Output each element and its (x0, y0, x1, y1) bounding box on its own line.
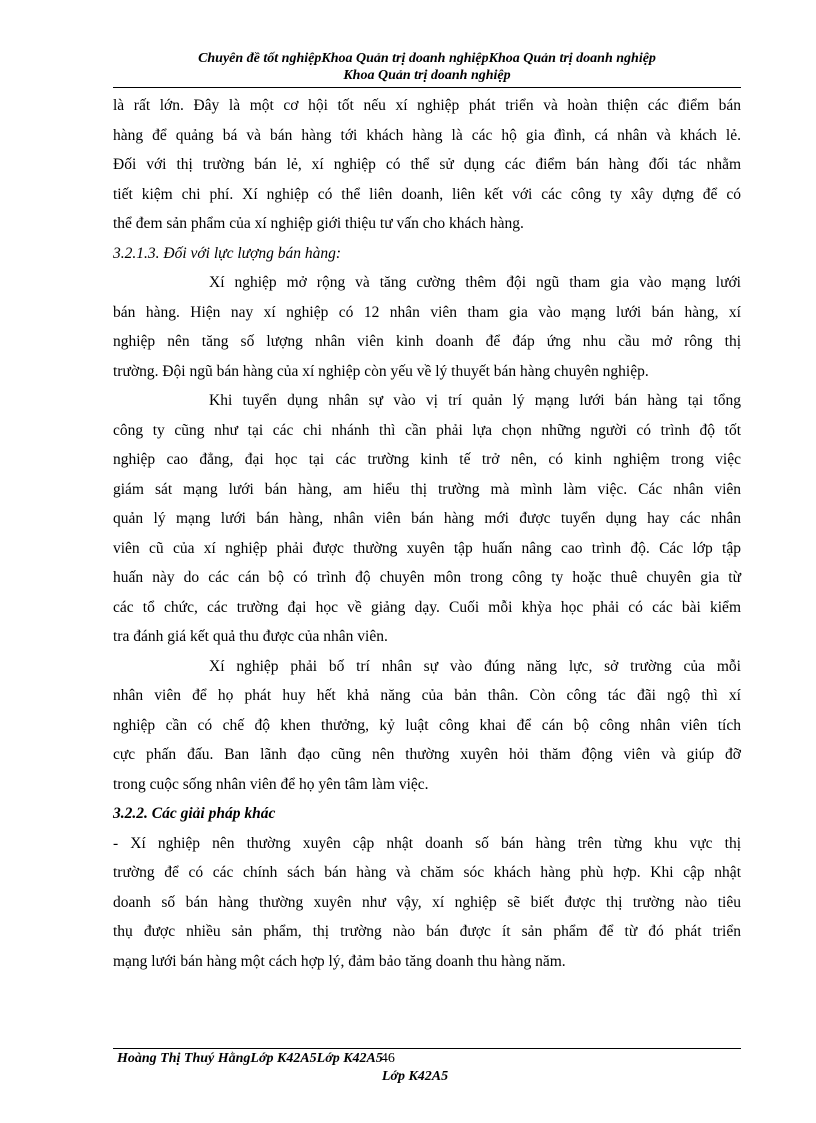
text-line: tiết kiệm chi phí. Xí nghiệp có thể liên doanh, liên kết với các công ty xây dựng để có (113, 185, 741, 203)
text-line: Đối với thị trường bán lẻ, xí nghiệp có thể sử dụng các điểm bán hàng đối tác nhằm (113, 156, 741, 173)
text-line: Khi tuyển dụng nhân sự vào vị trí quản lý mạng lưới bán hàng tại tổng (209, 392, 741, 409)
text-line: thể đem sản phẩm của xí nghiệp giới thiệu tư vấn cho khách hàng. (113, 215, 524, 232)
text-line: trường. Đội ngũ bán hàng của xí nghiệp còn yếu về lý thuyết bán hàng chuyên nghiệp. (113, 362, 649, 380)
header-line-2: Khoa Quản trị doanh nghiệp (343, 68, 511, 83)
text-line: công ty cũng như tại các chi nhánh thì cần phải lựa chọn những người có trình độ tốt (113, 421, 741, 439)
text-line: nghiệp nên tăng số lượng nhân viên kinh doanh để đáp ứng nhu cầu mở rông thị (113, 333, 741, 350)
text-line: - Xí nghiệp nên thường xuyên cập nhật doanh số bán hàng trên từng khu vực thị (113, 834, 741, 852)
text-line: nghiệp cao đẳng, đại học tại các trường kinh tế trở nên, có kinh nghiệm trong việc (113, 451, 741, 468)
page-header (113, 50, 741, 84)
text-line: Xí nghiệp mở rộng và tăng cường thêm đội ngũ tham gia vào mạng lưới (209, 274, 741, 291)
text-line: hàng để quảng bá và bán hàng tới khách hàng là các hộ gia đình, cá nhân và khách lẻ. (113, 126, 741, 144)
text-line: viên cũ của xí nghiệp phải được thường xuyên tập huấn nâng cao trình độ. Các lớp tập (113, 539, 741, 557)
text-line: bán hàng. Hiện nay xí nghiệp có 12 nhân viên tham gia vào mạng lưới bán hàng, xí (113, 303, 741, 321)
paragraph-5 (113, 829, 741, 977)
footer-divider (113, 1048, 741, 1049)
header-divider (113, 87, 741, 88)
header-line-1: Chuyên đề tốt nghiệpKhoa Quản trị doanh nghiệpKhoa Quản trị doanh nghiệp (198, 51, 656, 66)
page-number: 46 (380, 1051, 395, 1066)
text-line: cực phấn đấu. Ban lãnh đạo cũng nên thường xuyên hỏi thăm động viên và giúp đỡ (113, 746, 741, 763)
text-line: huấn này do các cán bộ có trình độ chuyên môn trong công ty hoặc thuê chuyên gia từ (113, 569, 741, 586)
footer-line-2: Lớp K42A5 (381, 1069, 449, 1084)
paragraph-2 (113, 268, 741, 386)
paragraph-4 (113, 652, 741, 800)
text-line: thụ được nhiều sản phẩm, thị trường nào bán được ít sản phẩm để từ đó phát triển (113, 923, 741, 940)
footer-line-1 (117, 1050, 395, 1067)
footer-author-class: Hoàng Thị Thuý HằngLớp K42A5Lớp K42A5 (117, 1051, 383, 1066)
text-line: các tổ chức, các trường đại học về giảng dạy. Cuối mỗi khỳa học phải có các bài kiểm (113, 598, 741, 616)
subsection-heading: 3.2.1.3. Đối với lực lượng bán hàng: (113, 244, 342, 262)
text-line: tra đánh giá kết quả thu được của nhân viên. (113, 628, 388, 645)
paragraph-1 (113, 91, 741, 239)
text-line: nhân viên để họ phát huy hết khả năng của bản thân. Còn công tác đãi ngộ thì xí (113, 687, 741, 704)
document-body (113, 91, 741, 976)
text-line: trường để có các chính sách bán hàng và chăm sóc khách hàng phù hợp. Khi cập nhật (113, 864, 741, 881)
text-line: Xí nghiệp phải bố trí nhân sự vào đúng năng lực, sở trường của mỗi (209, 657, 741, 675)
text-line: mạng lưới bán hàng một cách hợp lý, đảm bảo tăng doanh thu hàng năm. (113, 952, 566, 970)
section-heading: 3.2.2. Các giải pháp khác (113, 805, 276, 822)
text-line: là rất lớn. Đây là một cơ hội tốt nếu xí nghiệp phát triển và hoàn thiện các điểm bán (113, 97, 741, 114)
text-line: quản lý mạng lưới bán hàng, nhân viên bán hàng mới được tuyển dụng hay các nhân (113, 510, 741, 527)
paragraph-3 (113, 386, 741, 652)
text-line: trong cuộc sống nhân viên để họ yên tâm làm việc. (113, 775, 429, 793)
text-line: nghiệp cần có chế độ khen thưởng, kỷ luật công khai để cán bộ công nhân viên tích (113, 716, 741, 734)
text-line: doanh số bán hàng thường xuyên như vậy, xí nghiệp sẽ biết được thị trường nào tiêu (113, 893, 741, 911)
text-line: giám sát mạng lưới bán hàng, am hiểu thị trường mà mình làm việc. Các nhân viên (113, 480, 741, 498)
